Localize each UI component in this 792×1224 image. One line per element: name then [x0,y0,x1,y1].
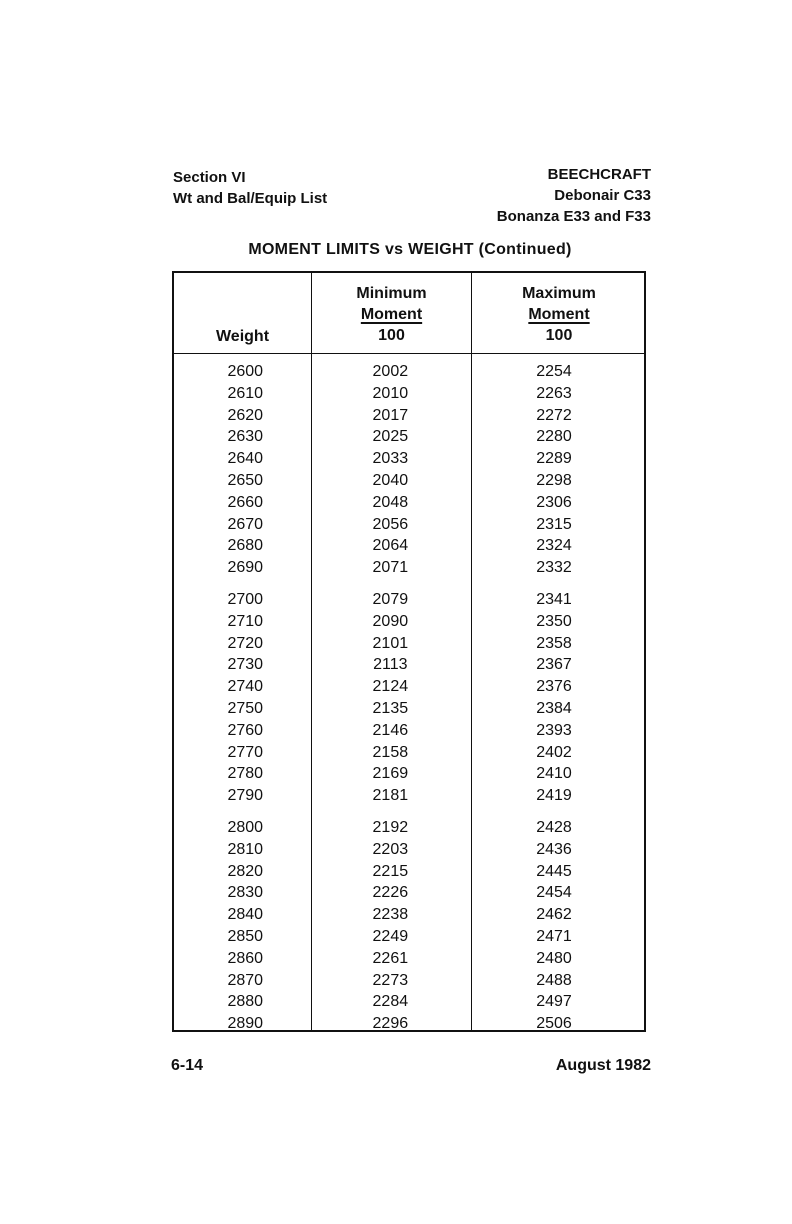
column-header-minimum-moment [311,283,472,346]
maximum-moment-cell: 2280 [536,428,572,446]
minimum-moment-cell: 2025 [372,428,409,446]
maximum-moment-cell: 2436 [536,840,572,858]
maximum-moment-cell: 2506 [536,1015,572,1033]
table-row [174,882,644,904]
weight-cell: 2850 [227,927,264,945]
column-header-maximum-moment [472,283,646,346]
minimum-moment-cell: 2064 [372,537,409,555]
weight-cell: 2620 [227,406,264,424]
maximum-moment-cell: 2445 [536,862,572,880]
weight-cell: 2820 [227,862,264,880]
maximum-moment-cell: 2324 [536,537,572,555]
table-row [174,557,644,579]
maximum-moment-cell: 2393 [536,721,572,739]
weight-cell: 2880 [227,993,264,1011]
weight-cell: 2740 [227,678,264,696]
min-header-line1: Minimum [356,285,427,302]
header-divider [174,353,644,354]
table-row [174,654,644,676]
minimum-moment-cell: 2048 [372,493,409,511]
weight-cell: 2640 [227,450,264,468]
maximum-moment-cell: 2315 [536,515,572,533]
maximum-moment-cell: 2419 [536,787,572,805]
minimum-moment-cell: 2181 [372,787,409,805]
table-row [174,514,644,536]
table-row [174,1013,644,1035]
weight-cell: 2800 [227,818,264,836]
table-row [174,926,644,948]
minimum-moment-cell: 2079 [372,590,409,608]
maximum-moment-cell: 2289 [536,450,572,468]
weight-cell: 2700 [227,590,264,608]
table-row [174,785,644,807]
header-left [173,167,327,209]
maximum-moment-cell: 2350 [536,612,572,630]
header-right [497,164,651,227]
minimum-moment-cell: 2033 [372,450,409,468]
weight-cell: 2750 [227,699,264,717]
weight-cell: 2780 [227,765,264,783]
table-row [174,470,644,492]
minimum-moment-cell: 2169 [372,765,409,783]
table-row [174,861,644,883]
weight-cell: 2830 [227,884,264,902]
maximum-moment-cell: 2263 [536,384,572,402]
minimum-moment-cell: 2071 [372,559,409,577]
maximum-moment-cell: 2480 [536,949,572,967]
maximum-moment-cell: 2497 [536,993,572,1011]
max-header-line3: 100 [545,327,573,344]
weight-cell: 2650 [227,471,264,489]
table-row [174,948,644,970]
table-row [174,676,644,698]
weight-cell: 2670 [227,515,264,533]
maximum-moment-cell: 2367 [536,656,572,674]
maximum-moment-cell: 2384 [536,699,572,717]
weight-cell: 2690 [227,559,264,577]
maximum-moment-cell: 2254 [536,363,572,380]
section-label: Section VI [173,169,246,186]
minimum-moment-cell: 2101 [372,634,409,652]
minimum-moment-cell: 2261 [372,949,409,967]
minimum-moment-cell: 2135 [372,699,409,717]
minimum-moment-cell: 2284 [372,993,409,1011]
minimum-moment-cell: 2124 [372,678,409,696]
table-row [174,817,644,839]
minimum-moment-cell: 2113 [373,656,408,674]
table-row [174,839,644,861]
maximum-moment-cell: 2462 [536,906,572,924]
weight-cell: 2710 [227,612,264,630]
page-number: 6-14 [171,1057,204,1074]
max-header-line1: Maximum [522,285,596,302]
minimum-moment-cell: 2192 [372,818,409,836]
table-row [174,589,644,611]
weight-cell: 2810 [227,840,264,858]
brand-name: BEECHCRAFT [547,166,651,183]
maximum-moment-cell: 2332 [536,559,572,577]
weight-cell: 2730 [227,656,264,674]
minimum-moment-cell: 2273 [372,971,409,989]
row-group [174,589,644,807]
weight-cell: 2870 [227,971,264,989]
minimum-moment-cell: 2158 [372,743,409,761]
table-row [174,970,644,992]
model-line-1: Debonair C33 [554,187,651,204]
minimum-moment-cell: 2296 [372,1015,409,1033]
table-row [174,904,644,926]
maximum-moment-cell: 2358 [536,634,572,652]
revision-date: August 1982 [555,1057,651,1074]
maximum-moment-cell: 2428 [536,818,572,836]
minimum-moment-cell: 2226 [372,884,409,902]
min-header-line2: Moment [360,306,423,323]
minimum-moment-cell: 2146 [372,721,409,739]
max-header-line2: Moment [528,306,590,323]
weight-cell: 2890 [227,1015,264,1033]
column-header-weight: Weight [215,328,270,345]
table-row [174,633,644,655]
min-header-line3: 100 [378,327,405,344]
weight-cell: 2610 [227,384,264,402]
weight-cell: 2770 [227,743,264,761]
moment-limits-table [172,271,646,1032]
minimum-moment-cell: 2249 [372,927,409,945]
weight-cell: 2860 [227,949,264,967]
maximum-moment-cell: 2402 [536,743,572,761]
minimum-moment-cell: 2238 [372,906,409,924]
minimum-moment-cell: 2090 [372,612,409,630]
maximum-moment-cell: 2410 [536,765,572,783]
weight-cell: 2680 [227,537,264,555]
table-body [174,361,644,1045]
weight-cell: 2600 [227,363,264,380]
row-group [174,817,644,1035]
minimum-moment-cell: 2002 [372,363,409,380]
weight-cell: 2630 [227,428,264,446]
table-row [174,448,644,470]
maximum-moment-cell: 2272 [536,406,572,424]
table-row [174,611,644,633]
weight-cell: 2660 [227,493,264,511]
minimum-moment-cell: 2017 [372,406,409,424]
maximum-moment-cell: 2471 [536,927,572,945]
table-title: MOMENT LIMITS vs WEIGHT (Continued) [248,241,572,258]
section-subtitle: Wt and Bal/Equip List [173,190,328,207]
minimum-moment-cell: 2010 [372,384,409,402]
table-row [174,492,644,514]
table-row [174,742,644,764]
table-row [174,426,644,448]
minimum-moment-cell: 2215 [372,862,409,880]
weight-cell: 2760 [227,721,264,739]
minimum-moment-cell: 2203 [372,840,409,858]
row-group [174,361,644,579]
table-row [174,361,644,383]
table-row [174,405,644,427]
table-row [174,720,644,742]
table-row [174,763,644,785]
maximum-moment-cell: 2341 [536,590,572,608]
maximum-moment-cell: 2488 [536,971,572,989]
model-line-2: Bonanza E33 and F33 [496,208,651,225]
weight-cell: 2790 [227,787,264,805]
table-row [174,991,644,1013]
table-row [174,535,644,557]
minimum-moment-cell: 2040 [372,471,409,489]
maximum-moment-cell: 2376 [536,678,572,696]
weight-cell: 2840 [227,906,264,924]
maximum-moment-cell: 2298 [536,471,572,489]
minimum-moment-cell: 2056 [372,515,409,533]
maximum-moment-cell: 2454 [536,884,572,902]
table-row [174,383,644,405]
table-row [174,698,644,720]
weight-cell: 2720 [227,634,264,652]
maximum-moment-cell: 2306 [536,493,572,511]
